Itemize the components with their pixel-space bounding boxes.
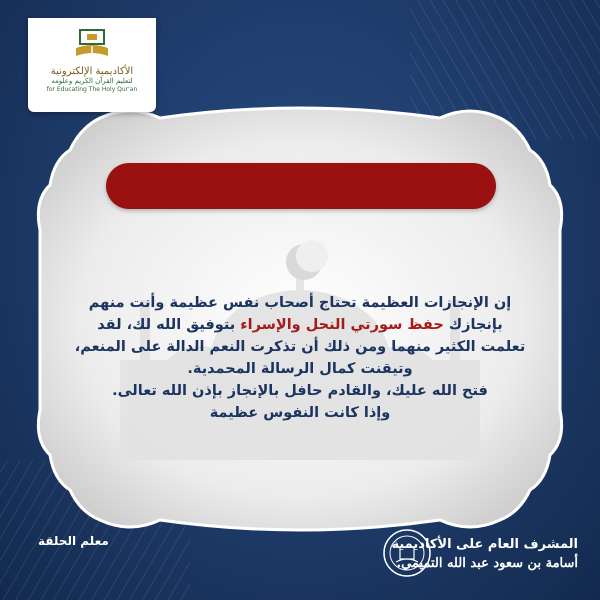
quran-book-icon <box>72 26 112 60</box>
teacher-label: معلم الحلقة <box>38 534 109 548</box>
message-line: فتح الله عليك، والقادم حافل بالإنجاز بإذن الله تعالى. <box>112 383 488 399</box>
message-line <box>48 314 552 336</box>
supervisor-title: المشرف العام على الأكاديمية <box>391 537 578 552</box>
message-text <box>48 292 552 424</box>
achievement-highlight: حفظ سورتي النحل والإسراء <box>240 317 444 333</box>
supervisor-signature <box>391 536 578 574</box>
message-line: وتيقنت كمال الرسالة المحمدية. <box>187 361 413 377</box>
message-line: وإذا كانت النفوس عظيمة <box>209 405 391 421</box>
message-line: إن الإنجازات العظيمة تحتاج أصحاب نفس عظيمة وأنت منهم <box>88 295 512 311</box>
message-fragment: بإنجازك <box>448 317 503 333</box>
supervisor-name: أسامة بن سعود عبد الله التميمي. <box>396 556 578 571</box>
message-line: تعلمت الكثير منهما ومن ذلك أن تذكرت النعم الدالة على المنعم، <box>74 339 526 355</box>
academy-logo <box>28 18 156 112</box>
logo-arabic-name: الأكاديمية الإلكترونية <box>50 66 134 77</box>
message-fragment: بتوفيق الله لك، لقد <box>97 317 236 333</box>
logo-arabic-subtitle: لتعليم القرآن الكريم وعلومه <box>51 77 133 85</box>
logo-english-subtitle: for Educating The Holy Qur'an <box>46 86 138 93</box>
title-banner <box>106 163 496 209</box>
